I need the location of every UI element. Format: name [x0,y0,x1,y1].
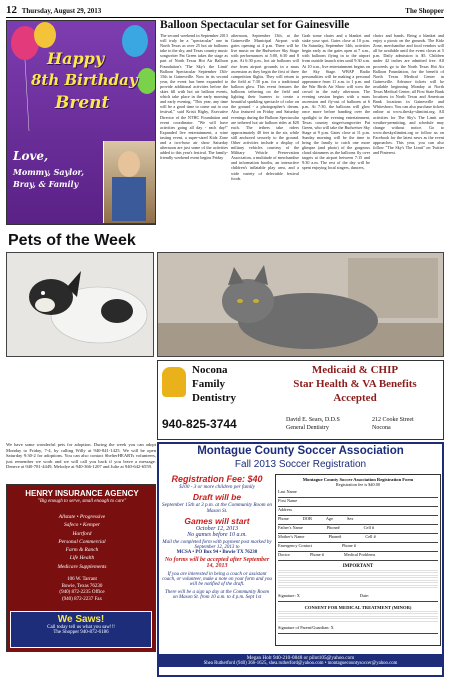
insurance-city: Bowie, Texas 76230 [61,583,103,589]
registration-form [275,474,441,646]
saws-ad [10,611,152,648]
soccer-title: Montague County Soccer Association [197,445,404,457]
insurance-item: Life Health [69,555,95,562]
saws-title: We Saws! [57,614,105,625]
cat-icon [158,253,444,357]
form-field-first-name[interactable]: First Name [278,498,438,507]
form-label-emergency: Emergency Contact [278,543,312,548]
card-signers: Mommy, Saylor, [13,167,84,177]
form-signature[interactable] [278,593,438,602]
form-important: IMPORTANT [342,564,374,569]
dentistry-doctor: David E. Sears, D.D.S [286,417,340,423]
cat-photo [157,252,444,357]
form-label-mother-cell: Cell # [365,534,376,539]
balloon-column-3: Grab some chairs and a blanket and stake your spot. Gates close at 10 p.m. On Saturday, September 14th, activities begin early as the gates open at 7 a.m., with balloons flying in to the airport from outside launch sites until 9:30 a.m. At 10 a.m., live entertainment begins on the Sky Stage. WBAP Radio personalities will be making a personal appearance from 11 a.m. to 1 p.m. and the War Birds Air Show will wow the crowd in the early afternoon. The evening session begins with a mass ascension and fly-out of balloons at 6 p.m. At 7:30, the balloons will glow once more before handing over the spotlight to the evening entertainment, Texas country singer/songwriter Pat Green, who will take the Budweiser Sky Stage at 9 p.m. Gates close at 11 p.m. Sunday morning will be the time to bring the family to catch one more glimpse (and photo) of the gorgeous cloud skimmers as the balloons fly over targets at the airport between 7:15 and 9:30 a.m. The rest of the day will be spent enjoying local singers, dancers, [302,33,370,171]
soccer-contact [159,654,442,667]
insurance-title: HENRY INSURANCE AGENCY [25,489,139,498]
dentistry-city: Nocona [372,425,391,431]
saws-line-1: Call today tell us what you saw!!! [47,625,115,630]
soccer-mail-address: MCSA • PO Box 94 • Bowie TX 76230 [176,550,258,555]
birthday-card-background [7,21,155,224]
form-field-emergency[interactable] [278,543,438,552]
page-header [6,4,444,18]
pets-caption: We have some wonderful pets for adoption. During the week you can adopt Monday to Friday, 7-4, by calling Willy at 940-841-1425. We will be open Saturday 9:30-2 for adoptions. You can also contact ShelterHEARTs volunteers, just remember we work and we will call you back if you leave a message. Denece at 940-781-4449, Melodye at 940-366-1207 and Julie at 940-642-6559. [6,442,156,470]
soccer-contact-2: Shea Rutherford (940) 366-1625, shea.rutherford@yahoo.com • montaguecountysoccer@yahoo.com [203,661,398,666]
insurance-street: 106 W. Tarrant [67,577,97,582]
soccer-info-column [162,474,272,600]
soccer-discount: $100 - 3 or more children per family [179,484,255,490]
form-consent: CONSENT FOR MEDICAL TREATMENT (MINOR) [304,605,412,610]
card-happy: Happy [47,49,105,68]
insurance-phone: (940) 872-2235 Office [59,590,105,595]
dentistry-headline-1: Medicaid & CHIP [311,364,399,376]
form-label-dob: DOB [302,516,312,521]
soccer-draft: Draft will be [192,492,242,502]
card-love: Love, [13,149,49,163]
insurance-fax: (940) 872-2237 Fax [62,596,102,602]
soccer-contact-1: Megan Holt 940-210-0848 or pilot105@yahoo.com [246,655,355,661]
dentistry-address: 212 Cooke Street [372,417,414,423]
form-field-father[interactable] [278,525,438,534]
form-field-address[interactable]: Address [278,507,438,516]
dentistry-name-3: Dentistry [192,392,236,404]
form-label-date: Date: [359,593,370,598]
soccer-ad [157,442,444,677]
soccer-no-games: No games before 10 a.m. [187,532,247,538]
dentistry-headline-2: Star Health & VA Benefits [293,378,417,390]
form-label-age: Age [325,516,333,521]
dentistry-name-2: Family [192,378,225,390]
tooth-icon [162,367,186,397]
form-fineprint [278,570,438,590]
insurance-slogan: "Big enough to serve, small enough to care" [37,499,127,504]
dentistry-doctor-title: General Dentistry [286,425,329,431]
insurance-list [7,513,157,571]
insurance-item: Medicare Supplements [57,563,107,570]
form-label-mother: Mother's Name [278,534,305,539]
form-label-phone: Phone [278,516,289,521]
insurance-item: Safeco • Kemper [63,522,101,529]
soccer-fee: Registration Fee: $40 [171,474,263,484]
form-label-doctor-phone: Phone # [309,552,324,557]
form-field-doctor[interactable] [278,552,438,561]
dentistry-ad [157,360,444,440]
form-label-sex: Sex [347,516,354,521]
insurance-item: Personal Commercial [58,538,106,545]
form-label-medical: Medical Problems [343,552,376,557]
insurance-address [7,577,157,603]
form-consent-fineprint [278,611,438,623]
form-field-last-name[interactable]: Last Name [278,489,438,498]
form-label-father: Father's Name [278,525,303,530]
soccer-subtitle: Fall 2013 Soccer Registration [234,459,367,470]
soccer-mail-to: Mail the completed form with payment post marked by September 12, 2013 to [162,540,272,550]
balloon-column-2: afternoon, September 13th, at the Gainesville Municipal Airport with gates opening at 4 p.m. There will be live music on the Budweiser Sky Stage with performances at 5:00, 6:30 and 8 p.m. At 6:30 p.m., hot air balloons will rise from airport grounds in a mass ascension as they begin the first of three competition flights. They will return to the field at 7:30 p.m. for a traditional balloon glow. This event features the balloons tethering on the field and lighting their burners to create a beautiful sparkling spectacle of color on the ground - a photographer's dream. Also featured on Friday and Saturday evenings during the Balloon Spectacular are tethered hot air balloon rides at $20 each. The tethers take riders approximately 40 feet in the air, while still anchored securely to the ground. Other activities include a display of military vehicles courtesy of the Military Vehicle Preservation Association, a multitude of merchandise and information booths, an interactive children's inflatable play area, and a wide variety of delectable festival foods. [231,33,299,181]
balloon-headline: Balloon Spectacular set for Gainesville [160,19,350,31]
soccer-interest: If you are interested in being a coach or assistant coach, or volunteer, make a note on your form and you will be notified of the draft. [162,572,272,587]
form-title: Montague County Soccer Association Registration Form [302,477,414,482]
saws-line-2: The Shopper 940-872-6186 [53,630,109,635]
form-label-signature: Signature: X [278,593,300,598]
form-label-emergency-phone: Phone # [341,543,356,548]
form-label-doctor: Doctor [278,552,290,557]
form-fee: Registration fee is $40.00 [335,482,381,487]
pets-title: Pets of the Week [8,232,136,249]
child-photo [103,141,155,223]
card-birthday: 8th Birthday [31,71,138,89]
insurance-item: Allstate • Progressive [58,514,106,520]
dog-icon [7,253,154,357]
form-field-mother[interactable] [278,534,438,543]
balloon-column-4: choirs and bands. Bring a blanket and enjoy a picnic on the grounds. The Kidz Zone, merchandise and food vendors will all be available until the event closes at 5 p.m. Daily admission is $5. Children under 42 inches are admitted free. All proceeds go to the North Texas Hot Air Balloon Foundation, for the benefit of North Texas Medical Center in Gainesville. Advance tickets will be available beginning Monday at North Texas Medical Center, all First State Bank locations in North Texas and American Bank locations in Gainesville and Whitesboro. You can also purchase tickets online at www.thesky-slimitnt.org. All activities for The Sky's The Limit are weather-permitting, and schedule may change without notice. Go to www.theskyslimitnt.org or follow us on Facebook for the latest news as the event approaches. This year, you can also follow "The Sky's The Limit" on Twitter and Pinterest. [373,33,444,156]
card-signers-2: Bray, & Family [13,179,79,189]
insurance-item: Farm & Ranch [65,547,99,554]
dentistry-name-1: Nocona [192,364,228,376]
dentistry-phone: 940-825-3744 [162,417,237,431]
insurance-ad [6,484,156,652]
soccer-games-date: October 12, 2013 [195,526,239,532]
form-label-mother-phone: Phone# [328,534,342,539]
insurance-item: Hartford [72,530,92,537]
card-name: Brent [55,93,110,113]
form-parent-signature[interactable]: Signature of Parent/Guardian: X [278,625,438,634]
publication-name: The Shopper [405,7,444,15]
dentistry-headline-3: Accepted [333,392,377,404]
form-label-father-cell: Cell # [363,525,375,530]
dog-photo [6,252,154,357]
page-number: 12 [6,4,17,16]
form-field-phone-dob[interactable] [278,516,438,525]
soccer-games-start: Games will start [184,516,250,526]
soccer-signup: There will be a sign up day at the Community Room on Mason St. from 10 a.m. to 4 p.m. Sept 1st [165,590,269,600]
birthday-card [6,20,156,225]
soccer-draft-date: September 15th at 3 p.m. at the Community Room on Mason St. [162,502,272,514]
soccer-no-forms: No forms will be accepted after September 14, 2013 [164,557,270,569]
balloon-column-1: The second weekend in September 2013 will truly be a "spectacular" one in North Texas as over 25 hot air balloons take to the sky, and Texas country music songwriter Pat Green takes the stage as part of North Texas Hot Air Balloon Foundation's 'The Sky's the Limit' Balloon Spectacular September 13th-15th in Gainesville. Now in its second year, the event has been expanded to provide additional activities before the skies fill with hot air balloon events, which take place in the early morning and early evening. "This year, any time will be a good time to come out to our festival," said Kristi Rigby, Executive Director of the NTHC Foundation and event coordinator. "We will have activities going all day - each day!" Expanded live entertainment, a wine tasting event, a super-sized Kidz Zone and a two-hour air show Saturday afternoon are just some of the activities added to this year's festival. The family-friendly weekend event begins Friday [160,33,228,161]
form-label-father-phone: Phone# [326,525,340,530]
issue-date: Thursday, August 29, 2013 [21,7,102,15]
